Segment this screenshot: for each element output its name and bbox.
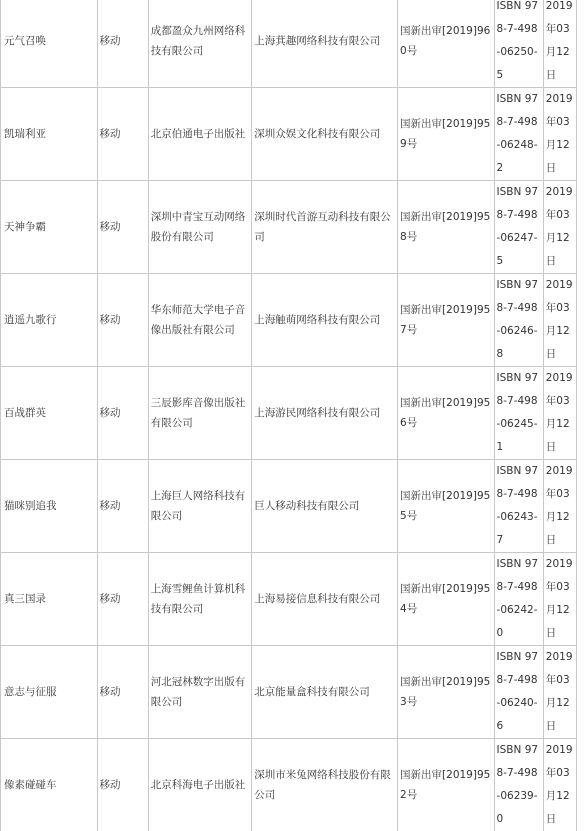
- publisher-cell: 深圳中青宝互动网络股份有限公司: [148, 181, 252, 274]
- table-row: [1, 181, 577, 274]
- operator-cell: 巨人移动科技有限公司: [252, 460, 398, 553]
- approval-date-cell: 2019年03月12日: [543, 553, 576, 646]
- operator-cell: 深圳时代首游互动科技有限公司: [252, 181, 398, 274]
- operator-cell: 深圳市米兔网络科技股份有限公司: [252, 739, 398, 831]
- table-row: [1, 460, 577, 553]
- isbn-cell: ISBN 978-7-498-06248-2: [494, 88, 543, 181]
- approval-number-cell: 国新出审[2019]958号: [398, 181, 495, 274]
- approval-date-cell: 2019年03月12日: [543, 739, 576, 831]
- table-row: [1, 274, 577, 367]
- operator-cell: 上海触萌网络科技有限公司: [252, 274, 398, 367]
- isbn-cell: ISBN 978-7-498-06243-7: [494, 460, 543, 553]
- platform-cell: 移动: [97, 88, 148, 181]
- publisher-cell: 北京科海电子出版社: [148, 739, 252, 831]
- platform-cell: 移动: [97, 0, 148, 88]
- isbn-cell: ISBN 978-7-498-06239-0: [494, 739, 543, 831]
- platform-cell: 移动: [97, 367, 148, 460]
- approval-number-cell: 国新出审[2019]953号: [398, 646, 495, 739]
- publisher-cell: 上海雪鲤鱼计算机科技有限公司: [148, 553, 252, 646]
- publisher-cell: 华东师范大学电子音像出版社有限公司: [148, 274, 252, 367]
- table-row: [1, 0, 577, 88]
- game-name-cell: 猫咪别追我: [1, 460, 98, 553]
- approval-number-cell: 国新出审[2019]952号: [398, 739, 495, 831]
- operator-cell: 上海易接信息科技有限公司: [252, 553, 398, 646]
- table-body: [1, 0, 577, 831]
- table-row: [1, 646, 577, 739]
- isbn-cell: ISBN 978-7-498-06250-5: [494, 0, 543, 88]
- platform-cell: 移动: [97, 553, 148, 646]
- game-name-cell: 凯瑞利亚: [1, 88, 98, 181]
- isbn-cell: ISBN 978-7-498-06240-6: [494, 646, 543, 739]
- approval-date-cell: 2019年03月12日: [543, 0, 576, 88]
- operator-cell: 上海游民网络科技有限公司: [252, 367, 398, 460]
- approval-date-cell: 2019年03月12日: [543, 88, 576, 181]
- game-name-cell: 真三国录: [1, 553, 98, 646]
- platform-cell: 移动: [97, 274, 148, 367]
- approval-number-cell: 国新出审[2019]956号: [398, 367, 495, 460]
- approval-number-cell: 国新出审[2019]955号: [398, 460, 495, 553]
- game-name-cell: 逍遥九歌行: [1, 274, 98, 367]
- platform-cell: 移动: [97, 646, 148, 739]
- approval-number-cell: 国新出审[2019]954号: [398, 553, 495, 646]
- table-row: [1, 367, 577, 460]
- platform-cell: 移动: [97, 181, 148, 274]
- isbn-cell: ISBN 978-7-498-06246-8: [494, 274, 543, 367]
- isbn-cell: ISBN 978-7-498-06242-0: [494, 553, 543, 646]
- platform-cell: 移动: [97, 460, 148, 553]
- game-name-cell: 百战群英: [1, 367, 98, 460]
- game-name-cell: 意志与征服: [1, 646, 98, 739]
- approval-date-cell: 2019年03月12日: [543, 274, 576, 367]
- approval-date-cell: 2019年03月12日: [543, 367, 576, 460]
- publisher-cell: 成都盈众九州网络科技有限公司: [148, 0, 252, 88]
- operator-cell: 北京能量盒科技有限公司: [252, 646, 398, 739]
- table-row: [1, 88, 577, 181]
- operator-cell: 深圳众娱文化科技有限公司: [252, 88, 398, 181]
- game-name-cell: 像素碰碰车: [1, 739, 98, 831]
- publisher-cell: 北京伯通电子出版社: [148, 88, 252, 181]
- game-name-cell: 天神争霸: [1, 181, 98, 274]
- approval-number-cell: 国新出审[2019]960号: [398, 0, 495, 88]
- publisher-cell: 三辰影库音像出版社有限公司: [148, 367, 252, 460]
- approval-date-cell: 2019年03月12日: [543, 181, 576, 274]
- table-row: [1, 739, 577, 831]
- publisher-cell: 上海巨人网络科技有限公司: [148, 460, 252, 553]
- approval-date-cell: 2019年03月12日: [543, 460, 576, 553]
- isbn-cell: ISBN 978-7-498-06245-1: [494, 367, 543, 460]
- approval-number-cell: 国新出审[2019]957号: [398, 274, 495, 367]
- table-row: [1, 553, 577, 646]
- platform-cell: 移动: [97, 739, 148, 831]
- publisher-cell: 河北冠林数字出版有限公司: [148, 646, 252, 739]
- approval-date-cell: 2019年03月12日: [543, 646, 576, 739]
- game-name-cell: 元气召唤: [1, 0, 98, 88]
- approval-number-cell: 国新出审[2019]959号: [398, 88, 495, 181]
- operator-cell: 上海萁趣网络科技有限公司: [252, 0, 398, 88]
- isbn-cell: ISBN 978-7-498-06247-5: [494, 181, 543, 274]
